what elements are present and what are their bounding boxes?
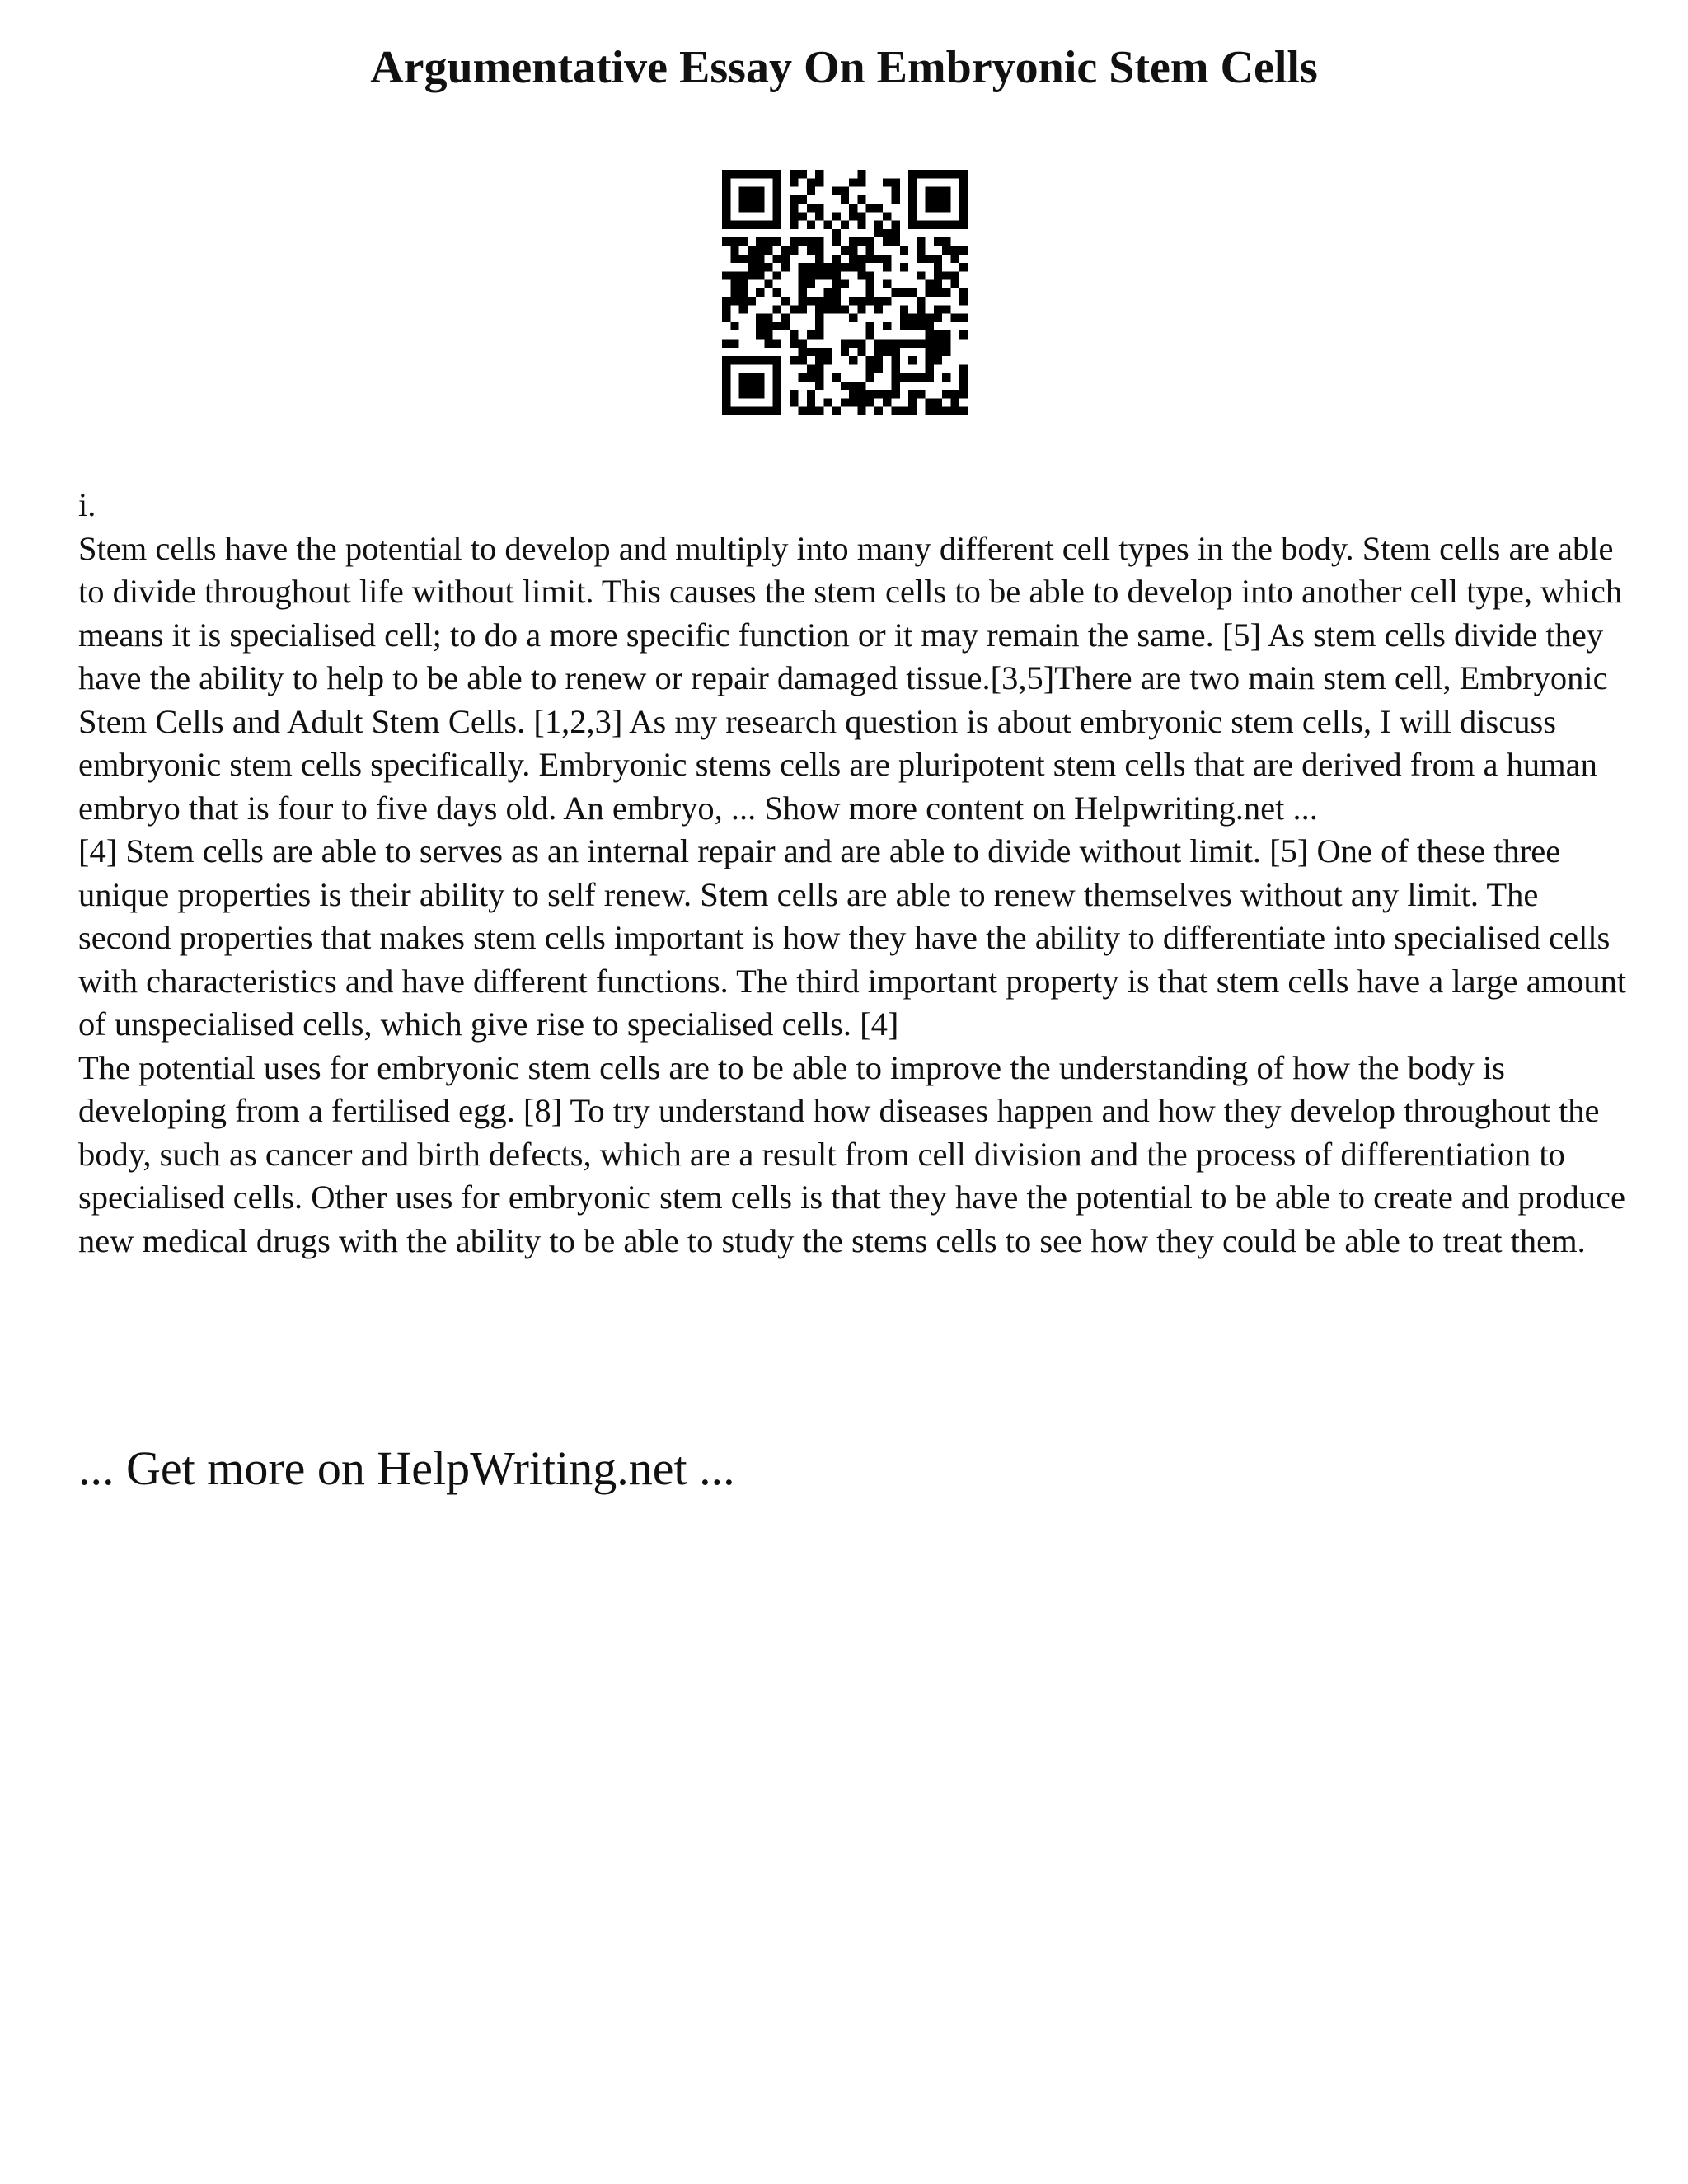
document-title: Argumentative Essay On Embryonic Stem Cells <box>370 42 1318 93</box>
paragraph-properties: [4] Stem cells are able to serves as an internal repair and are able to divide without limit. [5] One of these three unique properties is their ability to self renew. Stem cells are able to renew themselves without any limit. The second properties that makes stem cells important is how they have the ability to differentiate into specialised cells with characteristics and have different functions. The third important property is that stem cells have a large amount of unspecialised cells, which give rise to specialised cells. [4] <box>78 832 1627 1043</box>
paragraph-marker: i. <box>78 486 96 523</box>
qr-code-icon[interactable] <box>722 170 968 415</box>
essay-body <box>78 484 1628 1263</box>
paragraph-intro: Stem cells have the potential to develop and multiply into many different cell types in the body. Stem cells are able to divide throughout life without limit. This causes the stem cells to be able to develop into another cell type, which means it is specialised cell; to do a more specific function or it may remain the same. [5] As stem cells divide they have the ability to help to be able to renew or repair damaged tissue.[3,5]There are two main stem cell, Embryonic Stem Cells and Adult Stem Cells. [1,2,3] As my research question is about embryonic stem cells, I will discuss embryonic stem cells specifically. Embryonic stems cells are pluripotent stem cells that are derived from a human embryo that is four to five days old. An embryo, ... Show more content on Helpwriting.net ... <box>78 529 1623 827</box>
paragraph-uses: The potential uses for embryonic stem cells are to be able to improve the understanding of how the body is developing from a fertilised egg. [8] To try understand how diseases happen and how they develop throughout the body, such as cancer and birth defects, which are a result from cell division and the process of differentiation to specialised cells. Other uses for embryonic stem cells is that they have the potential to be able to create and produce new medical drugs with the ability to be able to study the stems cells to see how they could be able to treat them. <box>78 1048 1625 1259</box>
get-more-link[interactable]: ... Get more on HelpWriting.net ... <box>78 1441 735 1495</box>
